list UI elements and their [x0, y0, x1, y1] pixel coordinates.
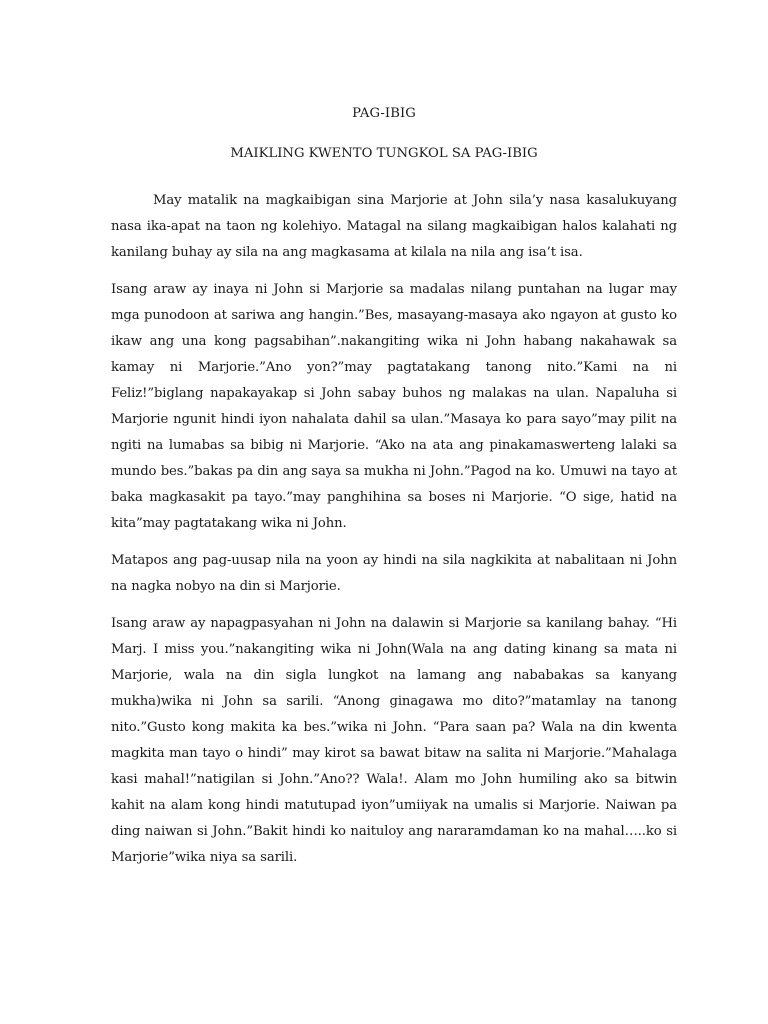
- story-body: [111, 188, 677, 882]
- document-subtitle: MAIKLING KWENTO TUNGKOL SA PAG-IBIG: [230, 146, 538, 161]
- paragraph-3: Matapos ang pag-uusap nila na yoon ay hindi na sila nagkikita at nabalitaan ni John na nagka nobyo na din si Marjorie.: [111, 553, 677, 594]
- paragraph-4: Isang araw ay napagpasyahan ni John na dalawin si Marjorie sa kanilang bahay. “Hi Marj. I miss you.”nakangiting wika ni John(Wala na ang dating kinang sa mata ni Marjorie, wala na din sigla lungkot na lamang ang nababakas sa kanyang mukha)wika ni John sa sarili. “Anong ginagawa mo dito?”matamlay na tanong nito.”Gusto kong makita ka bes.”wika ni John. “Para saan pa? Wala na din kwenta magkita man tayo o hindi” may kirot sa bawat bitaw na salita ni Marjorie.”Mahalaga kasi mahal!”natigilan si John.”Ano?? Wala!. Alam mo John humiling ako sa bitwin kahit na alam kong hindi matutupad iyon”umiiyak na umalis si Marjorie. Naiwan pa ding naiwan si John.”Bakit hindi ko naituloy ang nararamdaman ko na mahal…..ko si Marjorie”wika niya sa sarili.: [111, 616, 677, 865]
- paragraph-2: Isang araw ay inaya ni John si Marjorie sa madalas nilang puntahan na lugar may mga punodoon at sariwa ang hangin.”Bes, masayang-masaya ako ngayon at gusto ko ikaw ang una kong pagsabihan”.nakangiting wika ni John habang nakahawak sa kamay ni Marjorie.”Ano yon?”may pagtatakang tanong nito.”Kami na ni Feliz!”biglang napakayakap si John sabay buhos ng malakas na ulan. Napaluha si Marjorie ngunit hindi iyon nahalata dahil sa ulan.”Masaya ko para sayo”may pilit na ngiti na lumabas sa bibig ni Marjorie. “Ako na ata ang pinakamaswerteng lalaki sa mundo bes.”bakas pa din ang saya sa mukha ni John.”Pagod na ko. Umuwi na tayo at baka magkasakit pa tayo.”may panghihina sa boses ni Marjorie. “O sige, hatid na kita”may pagtatakang wika ni John.: [111, 282, 677, 531]
- paragraph-1: May matalik na magkaibigan sina Marjorie at John sila’y nasa kasalukuyang nasa ika-apat na taon ng kolehiyo. Matagal na silang magkaibigan halos kalahati ng kanilang buhay ay sila na ang magkasama at kilala na nila ang isa’t isa.: [111, 193, 677, 260]
- document-title: PAG-IBIG: [352, 106, 416, 121]
